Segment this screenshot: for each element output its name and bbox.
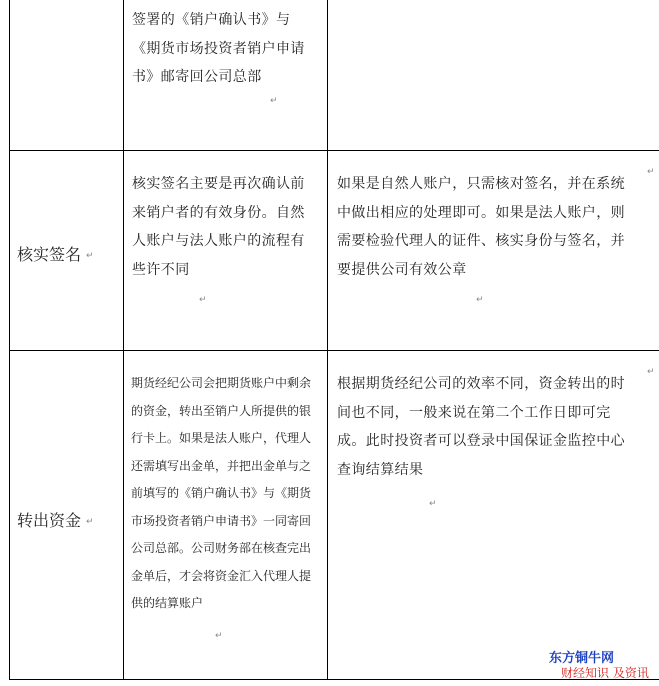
- table-border-col2: [327, 0, 328, 679]
- row3-right-line-1: 根据期货经纪公司的效率不同，资金转出的时: [337, 376, 625, 392]
- paragraph-mark-icon: ↵: [476, 295, 484, 305]
- row2-right-line-2: 中做出相应的处理即可。如果是法人账户，则: [337, 204, 625, 221]
- table-row-divider-1: [9, 150, 659, 151]
- row2-label: 核实签名: [17, 245, 82, 264]
- row3-middle-line-4: 还需填写出金单，并把出金单与之: [131, 458, 312, 473]
- row2-middle-line-1: 核实签名主要是再次确认前: [132, 176, 305, 192]
- paragraph-mark-icon: ↵: [270, 96, 278, 106]
- row3-right-line-3: 成。此时投资者可以登录中国保证金监控中心: [337, 433, 625, 449]
- row2-middle-line-3: 人账户与法人账户的流程有: [132, 233, 305, 249]
- row3-middle-line-2: 的资金，转出至销户人所提供的银: [131, 403, 312, 418]
- row3-middle-cell: [131, 370, 311, 618]
- row3-right-cell: [337, 370, 625, 484]
- paragraph-mark-icon: ↵: [199, 295, 207, 305]
- table-border-col1: [123, 0, 124, 679]
- row2-right-line-4: 要提供公司有效公章: [337, 261, 467, 278]
- row2-middle-line-4: 些许不同: [132, 261, 190, 278]
- table-row-divider-2: [9, 350, 659, 351]
- row3-middle-line-9: 供的结算账户: [131, 596, 204, 610]
- row3-middle-line-5: 前填写的《销户确认书》与《期货: [131, 486, 312, 500]
- paragraph-mark-icon: ↵: [647, 367, 655, 377]
- watermark-site-name: 东方铜牛网: [549, 651, 615, 666]
- row1-middle-cell: [132, 6, 305, 92]
- watermark-tagline: 财经知识 及资讯: [561, 666, 649, 680]
- paragraph-mark-icon: ↵: [86, 517, 94, 527]
- paragraph-mark-icon: ↵: [86, 251, 94, 261]
- paragraph-mark-icon: ↵: [647, 167, 655, 177]
- row1-middle-line-1: 签署的《销户确认书》与: [132, 12, 291, 28]
- row3-middle-line-8: 金单后，才会将资金汇入代理人提: [131, 568, 312, 583]
- row2-middle-cell: [132, 170, 305, 284]
- paragraph-mark-icon: ↵: [429, 499, 437, 509]
- row3-middle-line-1: 期货经纪公司会把期货账户中剩余: [131, 376, 312, 390]
- row3-middle-line-7: 公司总部。公司财务部在核查完出: [131, 541, 312, 555]
- row3-right-line-4: 查询结算结果: [337, 461, 424, 478]
- row3-middle-line-6: 市场投资者销户申请书》一同寄回: [131, 513, 312, 528]
- row3-label: 转出资金: [17, 511, 82, 530]
- row2-right-cell: [337, 170, 625, 284]
- row2-right-line-1: 如果是自然人账户，只需核对签名，并在系统: [337, 176, 625, 192]
- table-border-left: [9, 0, 10, 679]
- row3-middle-line-3: 行卡上。如果是法人账户，代理人: [131, 431, 312, 445]
- row3-right-line-2: 间也不同，一般来说在第二个工作日即可完: [337, 404, 611, 421]
- row2-right-line-3: 需要检验代理人的证件、核实身份与签名，并: [337, 233, 625, 249]
- row1-middle-line-3: 书》邮寄回公司总部: [132, 69, 262, 85]
- paragraph-mark-icon: ↵: [215, 631, 223, 641]
- row2-middle-line-2: 来销户者的有效身份。自然: [132, 204, 305, 221]
- row1-middle-line-2: 《期货市场投资者销户申请: [132, 40, 305, 57]
